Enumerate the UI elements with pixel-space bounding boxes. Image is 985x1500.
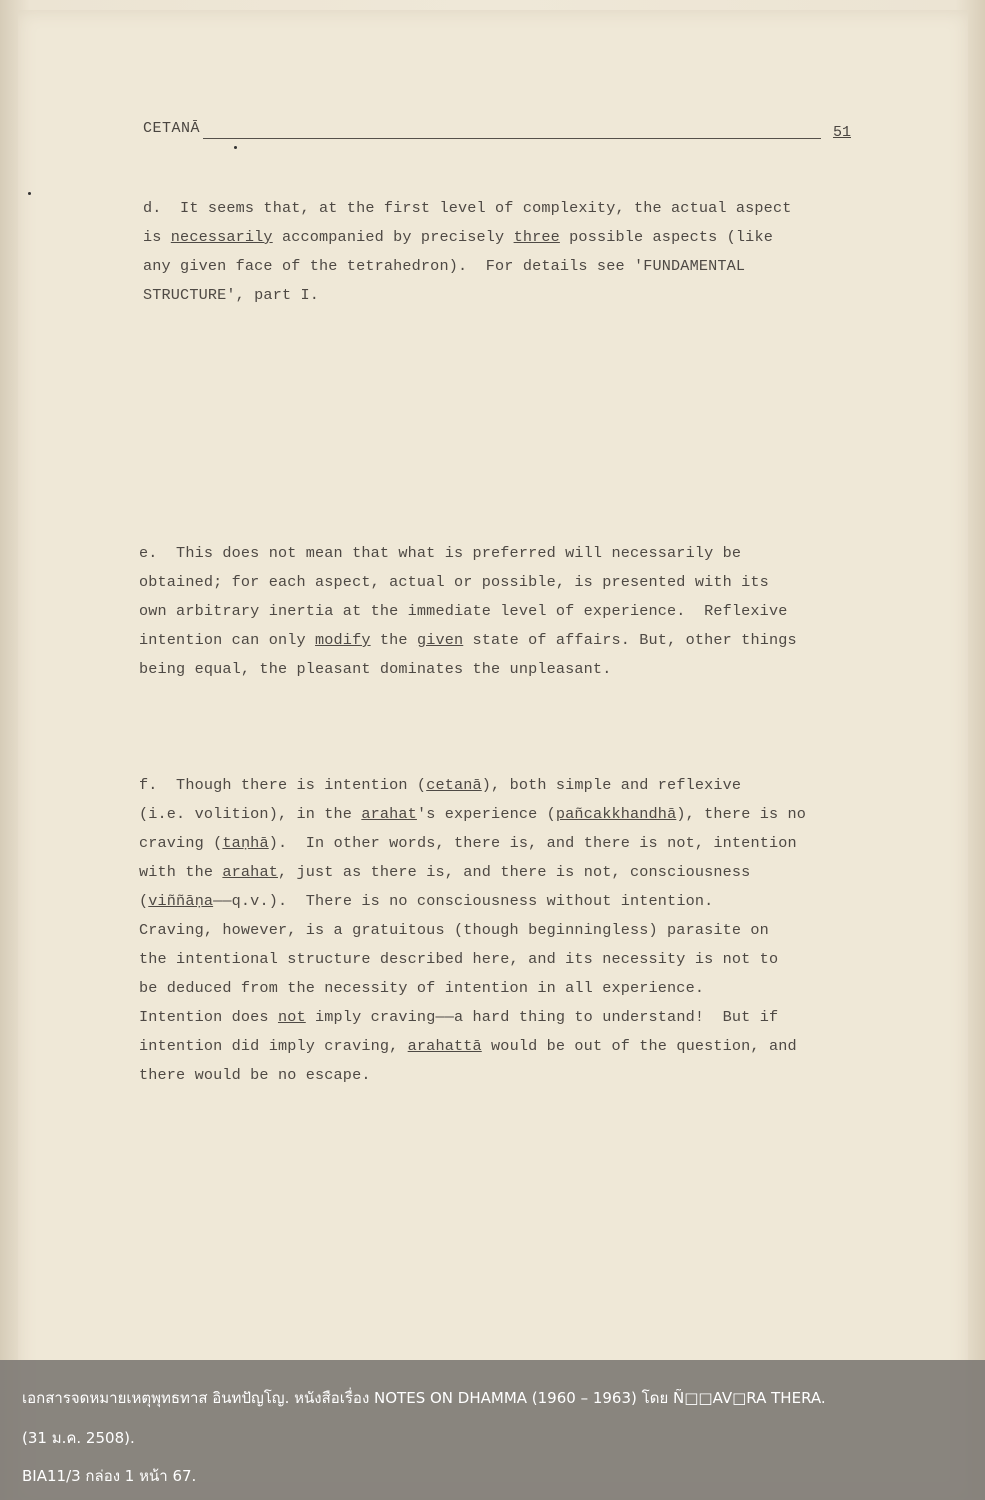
text-line xyxy=(143,194,791,223)
underlined-term: arahattā xyxy=(407,1037,482,1055)
page-number: 51 xyxy=(832,124,851,141)
text-segment: intention did imply craving, xyxy=(139,1037,408,1055)
text-line xyxy=(139,974,806,1003)
text-line xyxy=(139,887,806,916)
text-segment: f. Though there is intention ( xyxy=(139,776,427,794)
caption-line-1: เอกสารจดหมายเหตุพุทธทาส อินทปัญโญ. หนังสือเรื่อง NOTES ON DHAMMA (1960 – 1963) โดย Ñ□□AV□RA THERA. xyxy=(22,1389,826,1407)
text-segment: accompanied by precisely xyxy=(272,228,514,246)
page-header xyxy=(143,118,851,144)
text-segment: Intention does xyxy=(139,1008,278,1026)
text-line xyxy=(139,1061,806,1090)
underlined-term: arahat xyxy=(222,863,278,881)
underlined-term: given xyxy=(416,631,464,649)
text-line xyxy=(139,771,806,800)
text-line xyxy=(139,655,797,684)
ink-speck xyxy=(234,146,237,149)
text-segment: the xyxy=(370,631,417,649)
text-line xyxy=(143,281,791,310)
underlined-term: taṇhā xyxy=(222,834,269,852)
text-segment: intention can only xyxy=(139,631,316,649)
text-line xyxy=(139,1003,806,1032)
text-segment: ). In other words, there is, and there is not, intention xyxy=(268,834,797,852)
text-segment: craving ( xyxy=(139,834,223,852)
text-line xyxy=(139,829,806,858)
text-segment: would be out of the question, and xyxy=(481,1037,797,1055)
text-segment: possible aspects (like xyxy=(559,228,773,246)
underlined-term: pañcakkhandhā xyxy=(555,805,677,823)
text-segment: the intentional structure described here, and its necessity is not to xyxy=(139,950,779,968)
text-segment: ), both simple and reflexive xyxy=(481,776,742,794)
text-segment: 's experience ( xyxy=(416,805,556,823)
text-segment: STRUCTURE', part I. xyxy=(143,286,320,304)
text-segment: , just as there is, and there is not, consciousness xyxy=(277,863,751,881)
underlined-term: viññāṇa xyxy=(148,892,214,910)
caption-line-3: BIA11/3 กล่อง 1 หน้า 67. xyxy=(22,1467,197,1485)
text-line xyxy=(139,1032,806,1061)
archive-caption xyxy=(0,1360,985,1500)
text-segment: ), there is no xyxy=(676,805,807,823)
text-line xyxy=(139,800,806,829)
caption-line-2: (31 ม.ค. 2508). xyxy=(22,1429,135,1447)
text-segment: ( xyxy=(139,892,149,910)
text-segment: any given face of the tetrahedron). For details see 'FUNDAMENTAL xyxy=(143,257,746,275)
text-segment: be deduced from the necessity of intention in all experience. xyxy=(139,979,705,997)
text-line xyxy=(143,223,791,252)
text-segment: Craving, however, is a gratuitous (though beginningless) parasite on xyxy=(139,921,769,939)
text-segment: being equal, the pleasant dominates the unpleasant. xyxy=(139,660,612,678)
paragraph-e xyxy=(139,539,797,684)
underlined-term: cetanā xyxy=(426,776,482,794)
text-segment: with the xyxy=(139,863,223,881)
text-line xyxy=(143,252,791,281)
text-line xyxy=(139,945,806,974)
underlined-term: three xyxy=(513,228,560,246)
text-line xyxy=(139,568,797,597)
page-header-title: CETANĀ xyxy=(143,120,201,137)
text-line xyxy=(139,626,797,655)
text-line xyxy=(139,539,797,568)
text-line xyxy=(139,916,806,945)
text-segment: obtained; for each aspect, actual or possible, is presented with its xyxy=(139,573,769,591)
underlined-term: necessarily xyxy=(170,228,273,246)
text-segment: imply craving——a hard thing to understand! But if xyxy=(305,1008,779,1026)
paragraph-f xyxy=(139,771,806,1090)
text-segment: (i.e. volition), in the xyxy=(139,805,362,823)
text-line xyxy=(139,858,806,887)
paragraph-d xyxy=(143,194,791,310)
header-rule xyxy=(203,138,821,139)
underlined-term: arahat xyxy=(361,805,417,823)
underlined-term: modify xyxy=(315,631,371,649)
text-line xyxy=(139,597,797,626)
text-segment: state of affairs. But, other things xyxy=(463,631,797,649)
text-segment: d. It seems that, at the first level of complexity, the actual aspect xyxy=(143,199,792,217)
text-segment: own arbitrary inertia at the immediate level of experience. Reflexive xyxy=(139,602,788,620)
text-segment: there would be no escape. xyxy=(139,1066,371,1084)
text-segment: is xyxy=(143,228,171,246)
ink-speck xyxy=(28,192,31,195)
text-segment: e. This does not mean that what is preferred will necessarily be xyxy=(139,544,742,562)
underlined-term: not xyxy=(277,1008,306,1026)
text-segment: ——q.v.). There is no consciousness without intention. xyxy=(213,892,714,910)
